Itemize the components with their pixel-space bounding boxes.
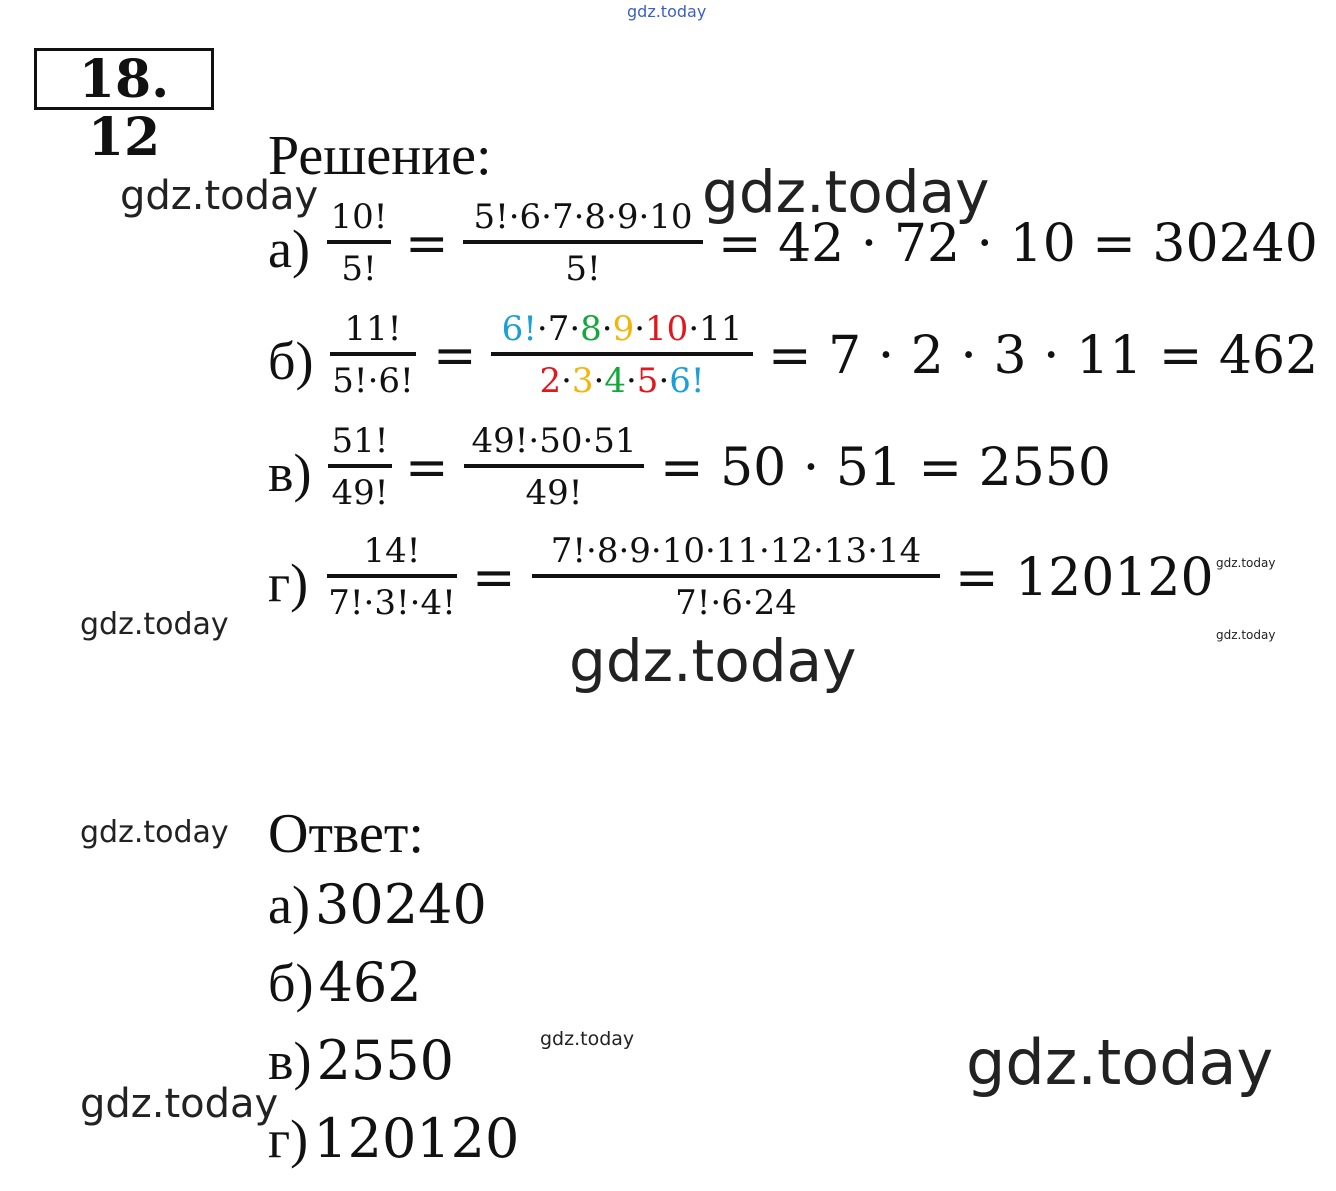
problem-number: 18. 12 [34, 48, 214, 110]
part-a-mid-fraction [463, 197, 703, 289]
part-c-mid-fraction [464, 421, 644, 513]
answer-letter: б) [268, 953, 314, 1013]
answer-b [268, 951, 422, 1014]
term-dot: · [601, 309, 613, 349]
fraction-numerator: 10! [330, 197, 388, 237]
term-dot: · [593, 361, 605, 401]
term-dot: · [634, 309, 646, 349]
part-b-result: = 7 · 2 · 3 · 11 = 462 [768, 326, 1319, 386]
part-d-letter: г) [268, 553, 309, 613]
part-a-result: = 42 · 72 · 10 = 30240 [718, 214, 1318, 274]
watermark-left-1: gdz.today [120, 173, 319, 219]
fraction-denominator: 5! [565, 249, 601, 289]
answer-letter: г) [268, 1109, 309, 1169]
fraction-denominator: 7!·6·24 [675, 583, 797, 623]
fraction-denominator: 5! [341, 249, 377, 289]
part-b-mid-fraction [491, 309, 753, 401]
part-d-mid-fraction [532, 531, 940, 623]
part-d-equals: = [472, 548, 516, 608]
term-9: 9 [612, 309, 635, 349]
term-6-factorial: 6! [501, 309, 537, 349]
solution-heading: Решение: [268, 125, 492, 187]
answer-value: 120120 [313, 1107, 520, 1170]
fraction-denominator: 49! [525, 473, 583, 513]
term-6-factorial: 6! [669, 361, 705, 401]
term-dot: · [561, 361, 572, 401]
part-b-letter: б) [268, 331, 314, 391]
part-c-lhs-fraction [328, 421, 392, 513]
term-7: ·7· [536, 309, 581, 349]
part-c-letter: в) [268, 443, 312, 503]
watermark-right-large: gdz.today [966, 1026, 1274, 1099]
fraction-numerator: 51! [331, 421, 389, 461]
fraction-denominator: 7!·3!·4! [328, 583, 456, 623]
watermark-top: gdz.today [627, 2, 707, 21]
fraction-denominator: 49! [331, 473, 389, 513]
watermark-center-1: gdz.today [702, 158, 990, 226]
watermark-left-3: gdz.today [80, 815, 229, 850]
answer-letter: а) [268, 875, 310, 935]
term-8: 8 [580, 309, 602, 349]
fraction-numerator: 7!·8·9·10·11·12·13·14 [550, 531, 922, 571]
fraction-numerator: 14! [363, 531, 421, 571]
term-dot: · [625, 361, 637, 401]
part-c-result: = 50 · 51 = 2550 [660, 438, 1111, 498]
answer-value: 462 [318, 951, 422, 1014]
part-b-equals: = [433, 326, 477, 386]
fraction-numerator: 49!·50·51 [471, 421, 637, 461]
term-4: 4 [604, 361, 626, 401]
term-5: 5 [636, 361, 659, 401]
term-dot: · [658, 361, 670, 401]
term-3: 3 [571, 361, 594, 401]
part-b-lhs-fraction [330, 309, 416, 401]
answer-d [268, 1107, 520, 1170]
term-2: 2 [539, 361, 562, 401]
answer-letter: в) [268, 1031, 312, 1091]
watermark-left-4: gdz.today [80, 1081, 279, 1127]
watermark-small-center: gdz.today [540, 1028, 635, 1050]
fraction-denominator: 5!·6! [332, 361, 414, 401]
answer-value: 30240 [315, 873, 487, 936]
answer-c [268, 1029, 455, 1092]
part-a-lhs-fraction [327, 197, 391, 289]
answer-value: 2550 [316, 1029, 455, 1092]
fraction-numerator: 5!·6·7·8·9·10 [473, 197, 693, 237]
fraction-numerator: 11! [344, 309, 402, 349]
watermark-small-right-1: gdz.today [1216, 556, 1276, 570]
part-a-letter: а) [268, 219, 310, 279]
part-c-equals: = [405, 438, 449, 498]
watermark-small-right-2: gdz.today [1216, 628, 1276, 642]
watermark-left-2: gdz.today [80, 607, 229, 642]
answer-heading: Ответ: [268, 803, 424, 865]
part-d-result: = 120120 [955, 548, 1214, 608]
answer-a [268, 873, 487, 936]
part-a-equals: = [405, 214, 449, 274]
term-11: ·11 [688, 309, 743, 349]
watermark-center-2: gdz.today [569, 627, 857, 695]
fraction-denominator [491, 356, 753, 401]
part-d-lhs-fraction [327, 531, 457, 623]
fraction-numerator [491, 309, 753, 352]
term-10: 10 [645, 309, 689, 349]
